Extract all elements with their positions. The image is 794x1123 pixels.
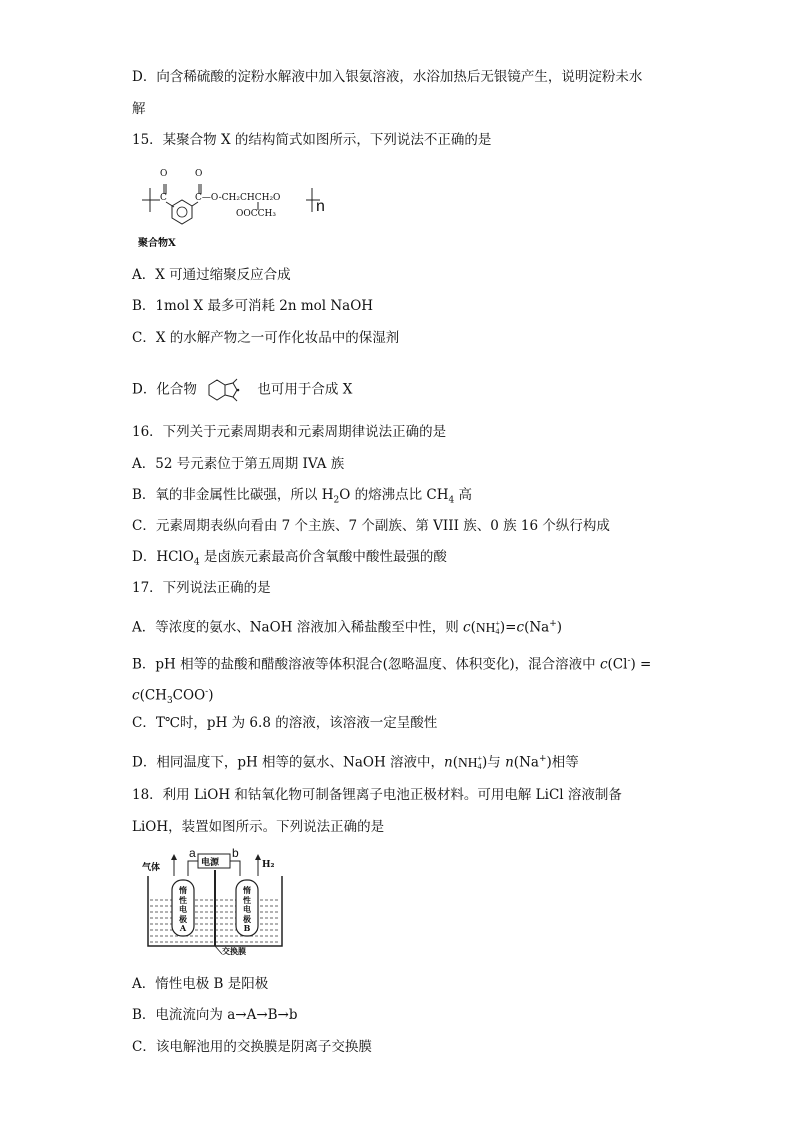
q17-option-b-line2: $c(CH_3COO^-)$ (132, 687, 214, 707)
electrolysis-apparatus (142, 846, 290, 956)
polymer-top-o1: O (160, 169, 168, 179)
polymer-label: 聚合物X (138, 238, 176, 249)
gas-label: 气体 (142, 863, 161, 873)
polymer-c1: C (160, 193, 167, 203)
q18-option-c: C．该电解池用的交换膜是阴离子交换膜 (132, 1039, 372, 1055)
q17-a-c2: c (516, 619, 525, 636)
q17-option-c: C．T℃时，pH 为 6.8 的溶液，该溶液一定呈酸性 (132, 715, 438, 731)
q16-b-part2: O 的熔沸点比 CH (339, 487, 449, 503)
q17-a-nh4: NH + 4 (475, 619, 500, 637)
q16-d-sub: 4 (193, 557, 200, 568)
q16-option-b (132, 486, 472, 510)
q14-option-d-line1: D．向含稀硫酸的淀粉水解液中加入银氨溶液，水浴加热后无银镜产生，说明淀粉未水 (132, 69, 643, 85)
q17-a-end: ) (556, 619, 563, 636)
h2-label: H₂ (262, 860, 275, 870)
electrode-a-label: 惰 性 电 极 A (179, 885, 187, 933)
terminal-a-label: a (189, 846, 196, 860)
q17-a-na: (Na (524, 619, 550, 636)
polymer-x-structure (136, 166, 336, 248)
q15-stem: 15．某聚合物 X 的结构简式如图所示，下列说法不正确的是 (132, 132, 492, 148)
q15-option-a: A．X 可通过缩聚反应合成 (132, 267, 291, 283)
q16-d-part2: 是卤族元素最高价含氧酸中酸性最强的酸 (199, 549, 447, 565)
q17-a-text: A．等浓度的氨水、NaOH 溶液加入稀盐酸至中性，则 (132, 619, 464, 636)
q16-b-part1: B．氧的非金属性比碳强，所以 H (132, 487, 334, 503)
terminal-b-label: b (232, 846, 239, 860)
q15-option-b: B．1mol X 最多可消耗 2n mol NaOH (132, 298, 374, 314)
polymer-top-o2: O (195, 169, 203, 179)
phthalic-anhydride-icon (205, 375, 249, 405)
q17-b-line2-c: c (132, 687, 140, 704)
q14-option-d-line2: 解 (132, 101, 146, 117)
q17-b-cl: (Cl (607, 656, 628, 673)
q16-option-a: A．52 号元素位于第五周期 IVA 族 (132, 456, 345, 472)
q18-option-b: B．电流流向为 a→A→B→b (132, 1007, 298, 1023)
q16-b-sub2: 4 (448, 495, 455, 506)
q16-option-d (132, 548, 447, 572)
q15-option-d-suffix: 也可用于合成 X (257, 381, 353, 398)
polymer-chain: C—O-CH₂CHCH₂O (195, 193, 281, 203)
q17-a-eq: )= (499, 619, 517, 636)
q15-option-d-prefix: D．化合物 (132, 381, 197, 398)
membrane-label: 交换膜 (222, 946, 246, 956)
q16-stem: 16．下列关于元素周期表和元素周期律说法正确的是 (132, 424, 447, 440)
power-source-label: 电源 (201, 858, 220, 868)
q17-a-c: c (463, 619, 471, 636)
q17-stem: 17．下列说法正确的是 (132, 580, 271, 596)
q17-option-a: A．等浓度的氨水、NaOH 溶液加入稀盐酸至中性，则 c(NH + 4 )=c(Na+) (132, 619, 563, 637)
q17-option-d: D．相同温度下，pH 相等的氨水、NaOH 溶液中，n(NH + 4 )与 n(Na+)相等 (132, 754, 579, 772)
q18-option-a: A．惰性电极 B 是阳极 (132, 976, 269, 992)
polymer-side-group: OOCCH₃ (236, 209, 276, 219)
q16-b-sub1: 2 (333, 495, 340, 506)
q17-option-b-line1: B．pH 相等的盐酸和醋酸溶液等体积混合(忽略温度、体积变化)，混合溶液中 c(Cl-) = (132, 656, 652, 673)
q16-d-part1: D．HClO (132, 549, 194, 565)
q17-b-text: B．pH 相等的盐酸和醋酸溶液等体积混合(忽略温度、体积变化)，混合溶液中 (132, 656, 600, 673)
q15-option-d (132, 375, 352, 405)
q16-option-c: C．元素周期表纵向看由 7 个主族、7 个副族、第 VIII 族、0 族 16 个纵行构成 (132, 518, 610, 534)
q17-d-text: D．相同温度下，pH 相等的氨水、NaOH 溶液中， (132, 754, 445, 771)
q17-d-nh4: NH + 4 (458, 754, 483, 772)
electrode-b-label: 惰 性 电 极 B (243, 885, 251, 933)
q18-stem-line2: LiOH，装置如图所示。下列说法正确的是 (132, 819, 385, 835)
q18-stem-line1: 18．利用 LiOH 和钴氧化物可制备锂离子电池正极材料。可用电解 LiCl 溶液制备 (132, 787, 622, 803)
q17-b-eq: ) = (630, 656, 652, 673)
q15-option-c: C．X 的水解产物之一可作化妆品中的保湿剂 (132, 330, 400, 346)
q16-b-part3: 高 (454, 487, 473, 503)
polymer-subscript-n: n (316, 198, 325, 215)
